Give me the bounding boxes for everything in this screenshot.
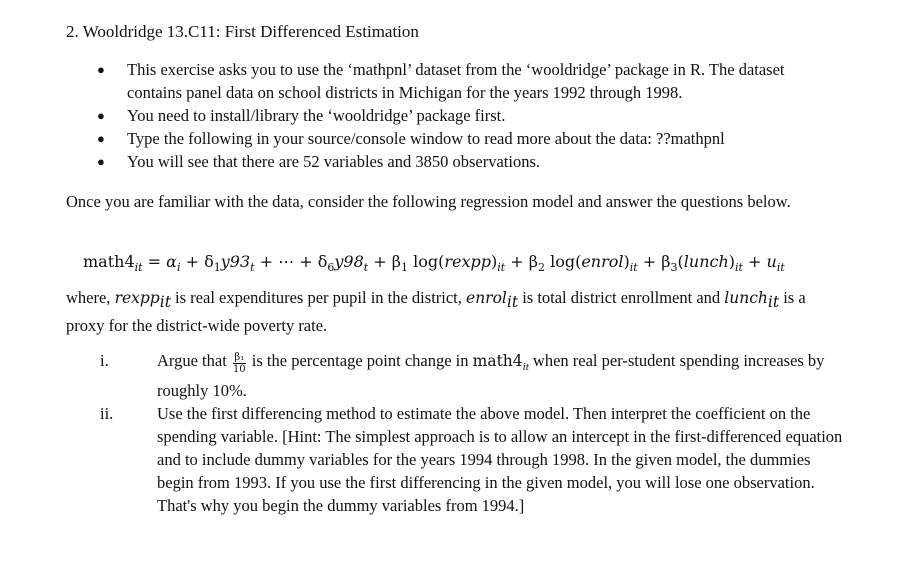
bullet-icon: ● [97,131,105,146]
eq-text: + β [505,252,538,271]
eq-text: ) [490,252,498,271]
instruction-list [0,58,914,173]
eq-sub: 1 [213,261,221,274]
regression-equation [83,250,785,279]
eq-var: enrol [581,252,624,271]
bullet-icon: ● [97,154,105,169]
instruction-text: You need to install/library the ‘wooldridge’ package first. [127,106,506,125]
instruction-item [0,58,817,104]
math-var: math4 [472,352,523,370]
variable-definitions [66,286,846,337]
question-list [0,349,914,517]
eq-text: + ⋯ + δ [254,252,328,271]
def-var: rexpp [114,289,160,307]
eq-text: + [742,252,767,271]
eq-sub: it [497,261,506,274]
fraction [233,352,246,375]
bullet-icon: ● [97,62,105,77]
eq-text: ) [623,252,630,271]
question-number: i. [100,351,109,370]
def-sub: it [506,293,519,311]
eq-text: + β [637,252,671,271]
eq-var: rexpp [444,252,491,271]
eq-sub: 2 [537,261,545,274]
def-text: is real expenditures per pupil in the district, [170,288,467,307]
intro-paragraph: Once you are familiar with the data, consider the following regression model and answer the questions below. [66,192,791,211]
instruction-item [0,150,817,173]
eq-alpha: α [166,252,177,271]
eq-sub: 6 [327,261,335,274]
eq-text: log( [544,252,582,271]
question-text: is the percentage point change in [247,351,473,370]
fraction-numerator: β₁ [234,352,245,363]
def-text: where, [66,288,115,307]
eq-sub: 1 [401,261,408,274]
instruction-item [0,104,817,127]
fraction-denominator: 10 [232,364,246,375]
eq-text: = [142,252,167,271]
eq-var: lunch [683,252,729,271]
eq-text: log( [408,252,445,271]
def-text: is total district enrollment and [518,288,725,307]
eq-lhs: math4 [83,252,135,271]
question-item [0,402,847,517]
eq-var: y98 [334,252,364,271]
eq-text: ) [728,252,736,271]
eq-sub: it [134,261,143,274]
eq-sub: 3 [670,261,678,274]
instruction-text: Type the following in your source/console window to read more about the data: ??mathpnl [127,129,725,148]
eq-sub: it [629,261,638,274]
def-text: is a proxy for the district-wide poverty rate. [66,288,806,335]
question-text: Argue that [157,351,231,370]
eq-text: + β [368,252,401,271]
def-var: lunch [724,289,768,307]
eq-sub: t [363,261,369,274]
eq-sub: i [176,261,181,274]
question-item [0,349,847,402]
eq-sub: it [776,261,785,274]
instruction-item [0,127,817,150]
def-sub: it [159,293,171,311]
eq-var: y93 [220,252,251,271]
bullet-icon: ● [97,108,105,123]
question-text: when real per-student spending increases by roughly 10%. [157,351,825,400]
eq-sub: t [250,261,255,274]
eq-var: u [766,252,777,271]
question-number: ii. [100,404,114,423]
exercise-heading: 2. Wooldridge 13.C11: First Differenced Estimation [66,22,419,41]
def-var: enrol [466,289,507,307]
eq-sub: it [735,261,743,274]
eq-text: + δ [180,252,214,271]
eq-text: ( [677,252,684,271]
question-text: Use the first differencing method to estimate the above model. Then interpret the coefficient on the spending variable. [Hint: The simplest approach is to allow an intercept in the first-differenced equation and to include dummy variables for the years 1994 through 1998. In the given model, the dummies begin from 1993. If you use the first differencing in the given model, you will lose one observation. That's why you begin the dummy variables from 1994.] [157,404,843,515]
instruction-text: You will see that there are 52 variables and 3850 observations. [127,152,541,171]
instruction-text: This exercise asks you to use the ‘mathpnl’ dataset from the ‘wooldridge’ package in R. The dataset contains panel data on school districts in Michigan for the years 1992 through 1998. [127,60,785,102]
def-sub: it [767,293,780,311]
math-sub: it [522,361,529,373]
